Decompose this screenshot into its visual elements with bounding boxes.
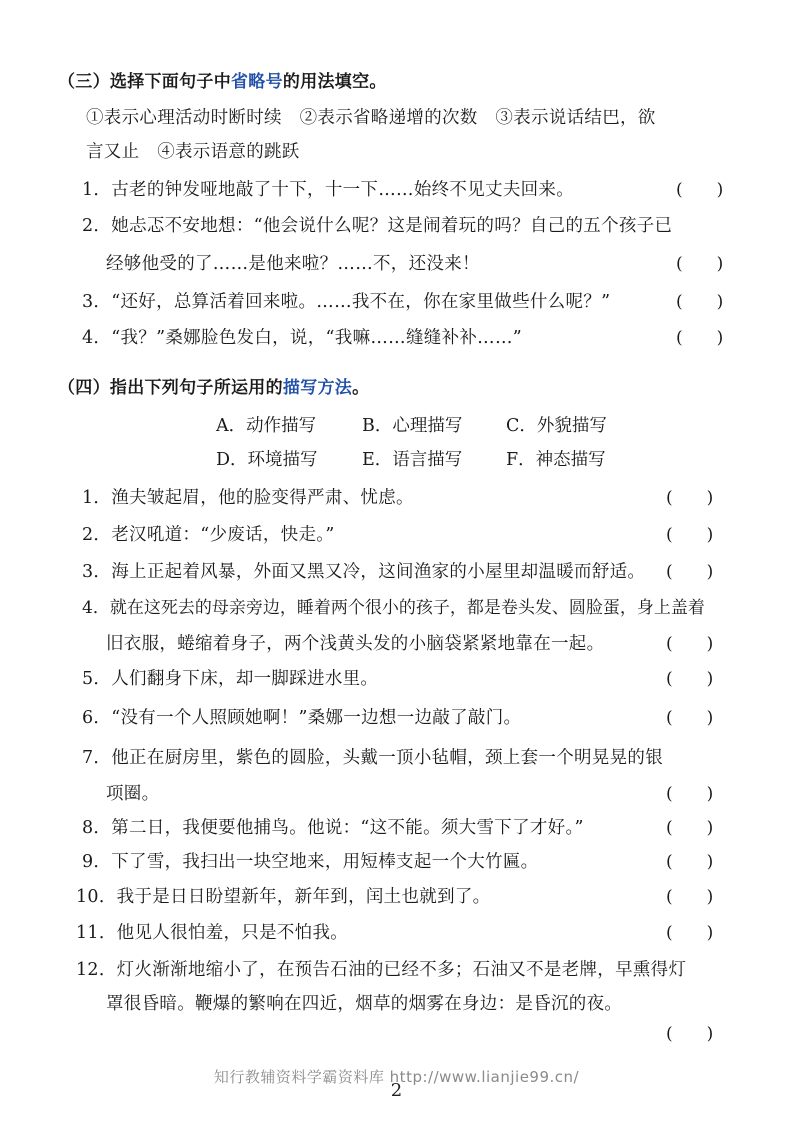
s4-item-10-line-1: 10．我于是日日盼望新年，新年到，闰土也就到了。 xyxy=(76,887,491,907)
section-3-heading-pre: （三）选择下面句子中 xyxy=(58,72,231,92)
s3-item-4-line-1: 4．“我？”桑娜脸色发白，说，“我嘛……缝缝补补……” xyxy=(82,328,523,348)
s4-item-2-answer-blank[interactable]: ( ) xyxy=(666,525,714,545)
s3-item-3-line-1: 3．“还好，总算活着回来啦。……我不在，你在家里做些什么呢？” xyxy=(82,292,611,312)
section-4-heading-pre: （四）指出下列句子所运用的 xyxy=(58,378,283,398)
s3-item-2-answer-blank[interactable]: ( ) xyxy=(676,254,724,274)
s3-item-1-answer-blank[interactable]: ( ) xyxy=(676,180,724,200)
s4-option-e: E．语言描写 xyxy=(362,450,463,470)
section-4-heading-post: 。 xyxy=(352,378,370,398)
s3-item-3-answer-blank[interactable]: ( ) xyxy=(676,292,724,312)
section-3-heading-keyword: 省略号 xyxy=(231,72,283,92)
page-number: 2 xyxy=(390,1080,403,1101)
section-3-options-line-1: ①表示心理活动时断时续 ②表示省略递增的次数 ③表示说话结巴，欲 xyxy=(86,108,656,128)
s4-item-4-line-2: 旧衣服，蜷缩着身子，两个浅黄头发的小脑袋紧紧地靠在一起。 xyxy=(106,634,605,654)
s4-item-1-line-1: 1．渔夫皱起眉，他的脸变得严肃、忧虑。 xyxy=(82,488,414,508)
s3-item-4-answer-blank[interactable]: ( ) xyxy=(676,328,724,348)
s4-option-a: A．动作描写 xyxy=(216,416,317,436)
section-4-heading xyxy=(58,376,369,400)
s4-item-12-line-1: 12．灯火渐渐地缩小了，在预告石油的已经不多；石油又不是老牌，早熏得灯 xyxy=(76,960,687,980)
s3-item-1-line-1: 1．古老的钟发哑地敲了十下，十一下……始终不见丈夫回来。 xyxy=(82,180,575,200)
s4-item-3-answer-blank[interactable]: ( ) xyxy=(666,562,714,582)
s4-item-7-line-1: 7．他正在厨房里，紫色的圆脸，头戴一顶小毡帽，颈上套一个明晃晃的银 xyxy=(82,748,664,768)
s4-item-12-answer-blank[interactable]: ( ) xyxy=(666,1024,714,1044)
s4-item-3-line-1: 3．海上正起着风暴，外面又黑又冷，这间渔家的小屋里却温暖而舒适。 xyxy=(82,562,646,582)
footer-watermark: 知行教辅资料学霸资料库 http://www.lianjie99.cn/ xyxy=(213,1068,580,1086)
s4-item-4-line-1: 4．就在这死去的母亲旁边，睡着两个很小的孩子，都是卷头发、圆脸蛋，身上盖着 xyxy=(82,598,705,618)
section-3-heading-post: 的用法填空。 xyxy=(282,72,387,92)
s4-item-6-line-1: 6．“没有一个人照顾她啊！”桑娜一边想一边敲了敲门。 xyxy=(82,708,522,728)
s4-item-5-line-1: 5．人们翻身下床，却一脚踩进水里。 xyxy=(82,669,379,689)
s4-item-1-answer-blank[interactable]: ( ) xyxy=(666,488,714,508)
s4-option-f: F．神态描写 xyxy=(506,450,606,470)
s4-item-11-line-1: 11．他见人很怕羞，只是不怕我。 xyxy=(76,923,349,943)
s4-item-9-answer-blank[interactable]: ( ) xyxy=(666,852,714,872)
s4-item-8-line-1: 8．第二日，我便要他捕鸟。他说：“这不能。须大雪下了才好。” xyxy=(82,818,584,838)
s4-item-11-answer-blank[interactable]: ( ) xyxy=(666,923,714,943)
s4-item-8-answer-blank[interactable]: ( ) xyxy=(666,818,714,838)
s4-item-5-answer-blank[interactable]: ( ) xyxy=(666,669,714,689)
s4-item-12-line-2: 罩很昏暗。鞭爆的繁响在四近，烟草的烟雾在身边：是昏沉的夜。 xyxy=(106,994,623,1014)
s4-item-6-answer-blank[interactable]: ( ) xyxy=(666,708,714,728)
section-4-heading-keyword: 描写方法 xyxy=(282,378,353,398)
s4-item-10-answer-blank[interactable]: ( ) xyxy=(666,887,714,907)
s4-option-b: B．心理描写 xyxy=(362,416,463,436)
s4-item-9-line-1: 9．下了雪，我扫出一块空地来，用短棒支起一个大竹匾。 xyxy=(82,852,539,872)
s4-item-4-answer-blank[interactable]: ( ) xyxy=(666,634,714,654)
section-3-options-line-2: 言又止 ④表示语意的跳跃 xyxy=(86,142,300,162)
section-3-heading xyxy=(58,70,387,94)
s3-item-2-line-1: 2．她忐忑不安地想：“他会说什么呢？这是闹着玩的吗？自己的五个孩子已 xyxy=(82,216,673,236)
s4-item-7-line-2: 项圈。 xyxy=(106,784,160,804)
s4-option-d: D．环境描写 xyxy=(216,450,318,470)
s4-option-c: C．外貌描写 xyxy=(506,416,607,436)
s4-item-7-answer-blank[interactable]: ( ) xyxy=(666,784,714,804)
s3-item-2-line-2: 经够他受的了……是他来啦？……不，还没来！ xyxy=(106,254,480,274)
s4-item-2-line-1: 2．老汉吼道：“少废话，快走。” xyxy=(82,525,335,545)
